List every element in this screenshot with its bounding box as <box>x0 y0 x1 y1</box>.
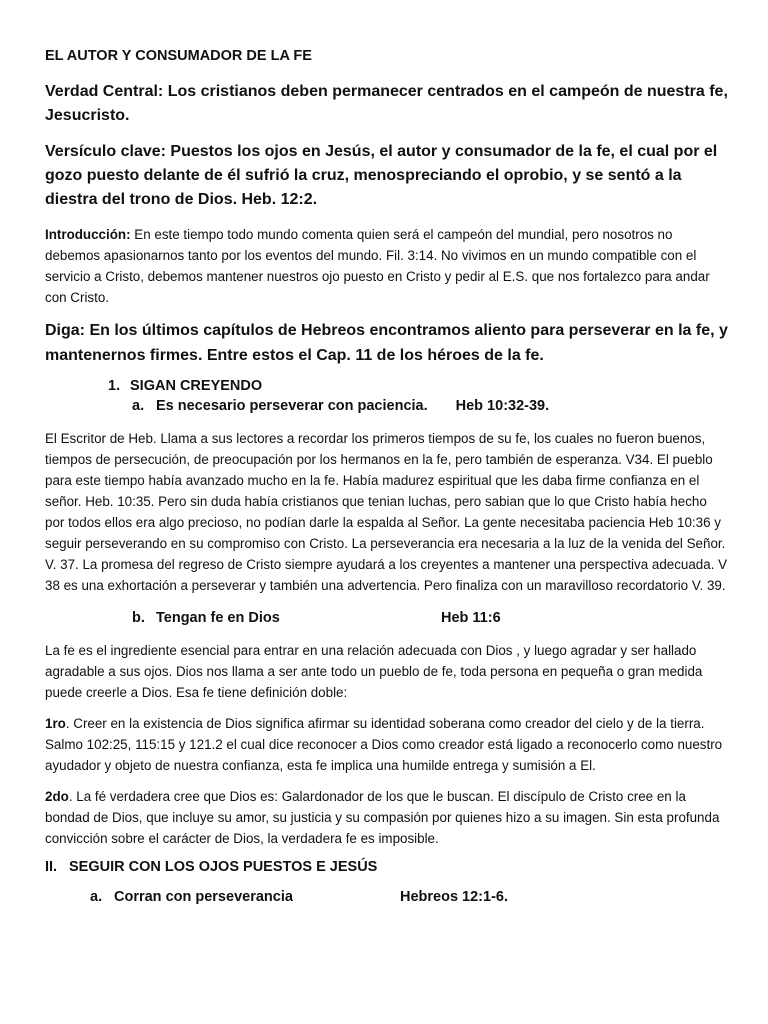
section-1b-letter: b. <box>132 610 145 626</box>
section-1-number: 1. <box>108 378 121 394</box>
introduccion-label: Introducción: <box>45 227 131 242</box>
section-2a-letter: a. <box>90 889 103 905</box>
section-1a-title: Es necesario perseverar con paciencia. <box>156 398 428 414</box>
section-2-title: SEGUIR CON LOS OJOS PUESTOS E JESÚS <box>69 859 378 875</box>
section-2-number: II. <box>45 859 58 875</box>
point-2-text: . La fé verdadera cree que Dios es: Galardonador de los que le buscan. El discípulo de Cristo cree en la bondad de Dios, que incluye su amor, su justicia y su compasión por quienes hizo a su imagen. Sin esta profunda convicción sobre el carácter de Dios, la verdadera fe es imposible. <box>45 789 720 846</box>
section-1b-heading <box>45 610 728 626</box>
document-title: EL AUTOR Y CONSUMADOR DE LA FE <box>45 48 312 64</box>
point-2-label: 2do <box>45 789 69 804</box>
section-1a-heading <box>45 398 728 414</box>
section-1b-ref: Heb 11:6 <box>441 610 501 626</box>
point-1-label: 1ro <box>45 716 66 731</box>
section-2a-heading <box>45 889 728 905</box>
section-1a-ref: Heb 10:32-39. <box>455 398 550 414</box>
point-2-paragraph <box>45 786 728 849</box>
section-1b-paragraph: La fe es el ingrediente esencial para entrar en una relación adecuada con Dios , y luego agradar y ser hallado agradable a sus ojos. Dios nos llama a ser ante todo un pueblo de fe, toda persona en pequeña o gran medida puede creerle a Dios. Esa fe tiene definición doble: <box>45 643 703 700</box>
introduccion-paragraph <box>45 224 728 308</box>
section-1-heading <box>45 378 728 394</box>
section-1a-letter: a. <box>132 398 145 414</box>
versiculo-clave: Versículo clave: Puestos los ojos en Jesús, el autor y consumador de la fe, el cual por el gozo puesto delante de él sufrió la cruz, menospreciando el oprobio, y se sentó a la diestra del trono de Dios. Heb. 12:2. <box>45 143 718 208</box>
section-2a-title: Corran con perseverancia <box>114 889 293 905</box>
point-1-paragraph <box>45 713 728 776</box>
section-1b-title: Tengan fe en Dios <box>156 610 280 626</box>
section-1a-paragraph: El Escritor de Heb. Llama a sus lectores a recordar los primeros tiempos de su fe, los cuales no fueron buenos, tiempos de persecución, de preocupación por los hermanos en la fe, pero también de esperanza. V34. El pueblo para este tiempo había avanzado mucho en la fe. Había madurez espiritual que les daba firme confianza en el señor. Heb. 10:35. Pero sin duda había cristianos que tenian luchas, pero sabian que lo que Cristo había hecho por todos ellos era algo precioso, no podían darle la espalda al Señor. La gente necesitaba paciencia Heb 10:36 y seguir perseverando en su compromiso con Cristo. La perseverancia era necesaria a la luz de la venida del Señor. V. 37. La promesa del regreso de Cristo siempre ayudará a los creyentes a mantener una perspectiva adecuada. V 38 es una exhortación a perseverar y también una advertencia. Pero finaliza con un maravilloso recordatorio V. 39. <box>45 431 728 593</box>
section-1-title: SIGAN CREYENDO <box>130 378 263 394</box>
diga-paragraph: Diga: En los últimos capítulos de Hebreos encontramos aliento para perseverar en la fe, y mantenernos firmes. Entre estos el Cap. 11 de los héroes de la fe. <box>45 322 728 364</box>
point-1-text: . Creer en la existencia de Dios significa afirmar su identidad soberana como creador del cielo y de la tierra. Salmo 102:25, 115:15 y 121.2 el cual dice reconocer a Dios como creador está ligado a reconocerlo como nuestro ayudador y objeto de nuestra confianza, esta fe implica una humilde entrega y sumisión a El. <box>45 716 723 773</box>
section-2a-ref: Hebreos 12:1-6. <box>400 889 508 905</box>
verdad-central: Verdad Central: Los cristianos deben permanecer centrados en el campeón de nuestra fe, Jesucristo. <box>45 83 728 124</box>
introduccion-text: En este tiempo todo mundo comenta quien será el campeón del mundial, pero nosotros no debemos apasionarnos tanto por los eventos del mundo. Fil. 3:14. No vivimos en un mundo compatible con el servicio a Cristo, debemos mantener nuestros ojo puesto en Cristo y pedir al E.S. que nos fortalezco para andar con Cristo. <box>45 227 710 305</box>
section-2-heading <box>45 859 728 875</box>
